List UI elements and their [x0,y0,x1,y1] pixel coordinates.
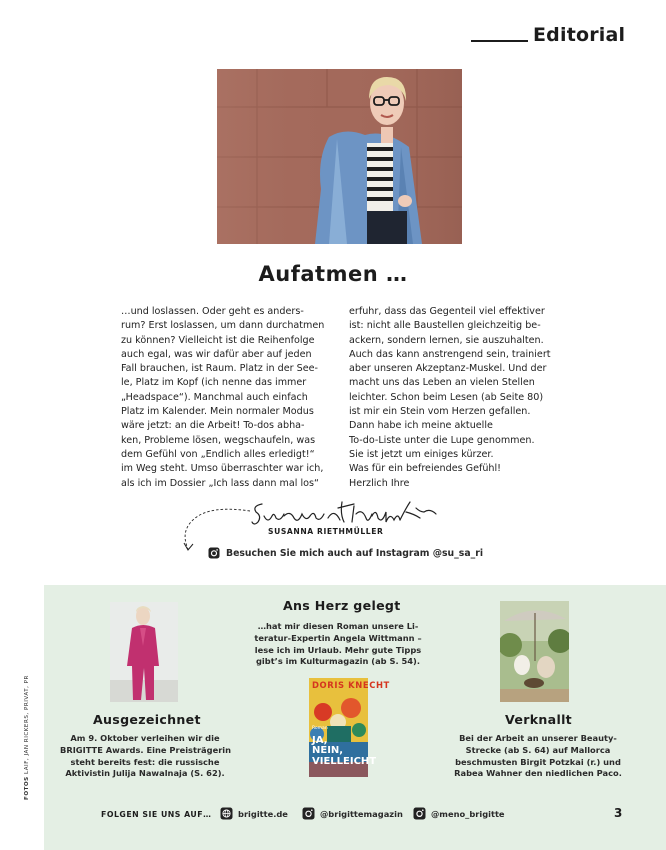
photo-credit-label: FOTOS [24,776,30,800]
box-line: Strecke (ab S. 64) auf Mallorca [465,744,611,755]
box-line: lese ich im Urlaub. Mehr gute Tipps [254,644,422,655]
header-rule [471,40,528,42]
box-line: steht bereits fest: die russische [70,756,220,767]
box-title-left: Ausgezeichnet [93,712,201,727]
box-line: Am 9. Oktober verleihen wir die [70,733,220,743]
handwritten-signature [250,498,445,528]
footer-link-instagram-meno[interactable] [413,807,505,820]
box-line: …hat mir diesen Roman unsere Li- [257,621,419,631]
footer-link-label: brigitte.de [238,808,288,819]
book-genre: Roman [312,726,328,731]
instagram-promo-text: Besuchen Sie mich auch auf Instagram @su_sa_ri [226,547,484,559]
box-line: beschmusten Birgit Potzkai (r.) und [455,756,621,767]
awards-photo [110,602,178,702]
section-title: Editorial [533,24,626,46]
body-line: macht uns das Leben an vielen Stellen [349,377,535,389]
body-line: Was für ein befreiendes Gefühl! [349,463,502,475]
mallorca-photo [500,601,569,702]
body-line: Sie ist jetzt um einiges kürzer. [349,448,494,460]
follow-label: FOLGEN SIE UNS AUF… [101,810,212,819]
footer-link-label: @brigittemagazin [320,808,403,819]
globe-icon [220,807,233,820]
box-text-center [248,621,428,668]
box-line: teratur-Expertin Angela Wittmann – [254,632,422,643]
box-text-left [60,733,230,780]
box-text-right [448,733,628,780]
body-line: Herzlich Ihre [349,477,410,489]
photo-credit [14,654,30,804]
body-line: „Headspace“). Manchmal auch einfach [121,391,308,403]
body-line: erfuhr, dass das Gegenteil viel effektiver [349,306,545,317]
headline: Aufatmen … [258,262,408,286]
body-line: aber unseren Akzeptanz-Muskel. Und der [349,363,547,375]
body-line: rum? Erst loslassen, um dann durchatmen [121,320,325,332]
signature-name: SUSANNA RIETHMÜLLER [268,527,384,536]
body-column-right [349,305,571,491]
book-author: DORIS KNECHT [312,680,390,690]
body-line: le, Platz im Kopf (ich nenne das immer [121,377,307,389]
body-line: leichter. Schon beim Lesen (ab Seite 80) [349,391,544,403]
body-line: Auch das kann anstrengend sein, trainiert [349,348,551,360]
body-line: auch egal, was wir dafür aber auf jeden [121,348,312,360]
photo-credit-text: LAIF, JAN RICKERS, PRIVAT, PR [24,675,30,775]
body-line: dem Gefühl von „Endlich alles erledigt!“ [121,448,315,460]
body-line: ist mir ein Stein vom Herzen gefallen. [349,406,531,418]
instagram-icon [413,807,426,820]
body-line: ackern, sondern lernen, sie auszuhalten. [349,334,544,346]
box-line: BRIGITTE Awards. Eine Preisträgerin [60,744,232,755]
body-line: als ich im Dossier „Ich lass dann mal los“ [121,477,319,489]
book-cover [309,678,390,777]
body-line: im Weg steht. Umso überraschter war ich, [121,463,324,475]
editor-photo [217,69,462,244]
instagram-promo[interactable] [208,547,483,559]
book-title-line: VIELLEICHT [312,755,377,767]
book-title-line: JA, [312,735,328,746]
instagram-icon [208,547,220,559]
body-line: Fall brauchen, ist Raum. Platz in der See- [121,363,318,375]
body-line: wäre jetzt: an die Arbeit! To-dos abha- [121,420,305,432]
book-title-line: NEIN, [312,745,344,757]
body-line: ken, Probleme lösen, wegschaufeln, was [121,434,316,446]
footer-link-website[interactable] [220,807,288,820]
body-line: Platz im Kalender. Mein normaler Modus [121,406,314,418]
body-line: To-do-Liste unter die Lupe genommen. [349,434,535,446]
box-title-center: Ans Herz gelegt [283,598,401,613]
box-line: Bei der Arbeit an unserer Beauty- [459,733,617,743]
box-line: Aktivistin Julija Nawalnaja (S. 62). [65,768,225,779]
page-number: 3 [614,806,623,820]
box-line: gibt’s im Kulturmagazin (ab S. 54). [255,656,421,667]
box-line: Rabea Wahner den niedlichen Paco. [454,768,622,779]
instagram-icon [302,807,315,820]
body-line: zu können? Vielleicht ist die Reihenfolge [121,334,315,346]
body-line: Dann habe ich meine aktuelle [349,420,493,432]
box-title-right: Verknallt [505,712,573,727]
footer-link-label: @meno_brigitte [431,808,505,819]
body-line: ist: nicht alle Baustellen gleichzeitig be- [349,320,541,332]
footer-link-instagram-brigitte[interactable] [302,807,403,820]
body-column-left [121,305,343,491]
body-line: …und loslassen. Oder geht es anders- [121,306,304,317]
